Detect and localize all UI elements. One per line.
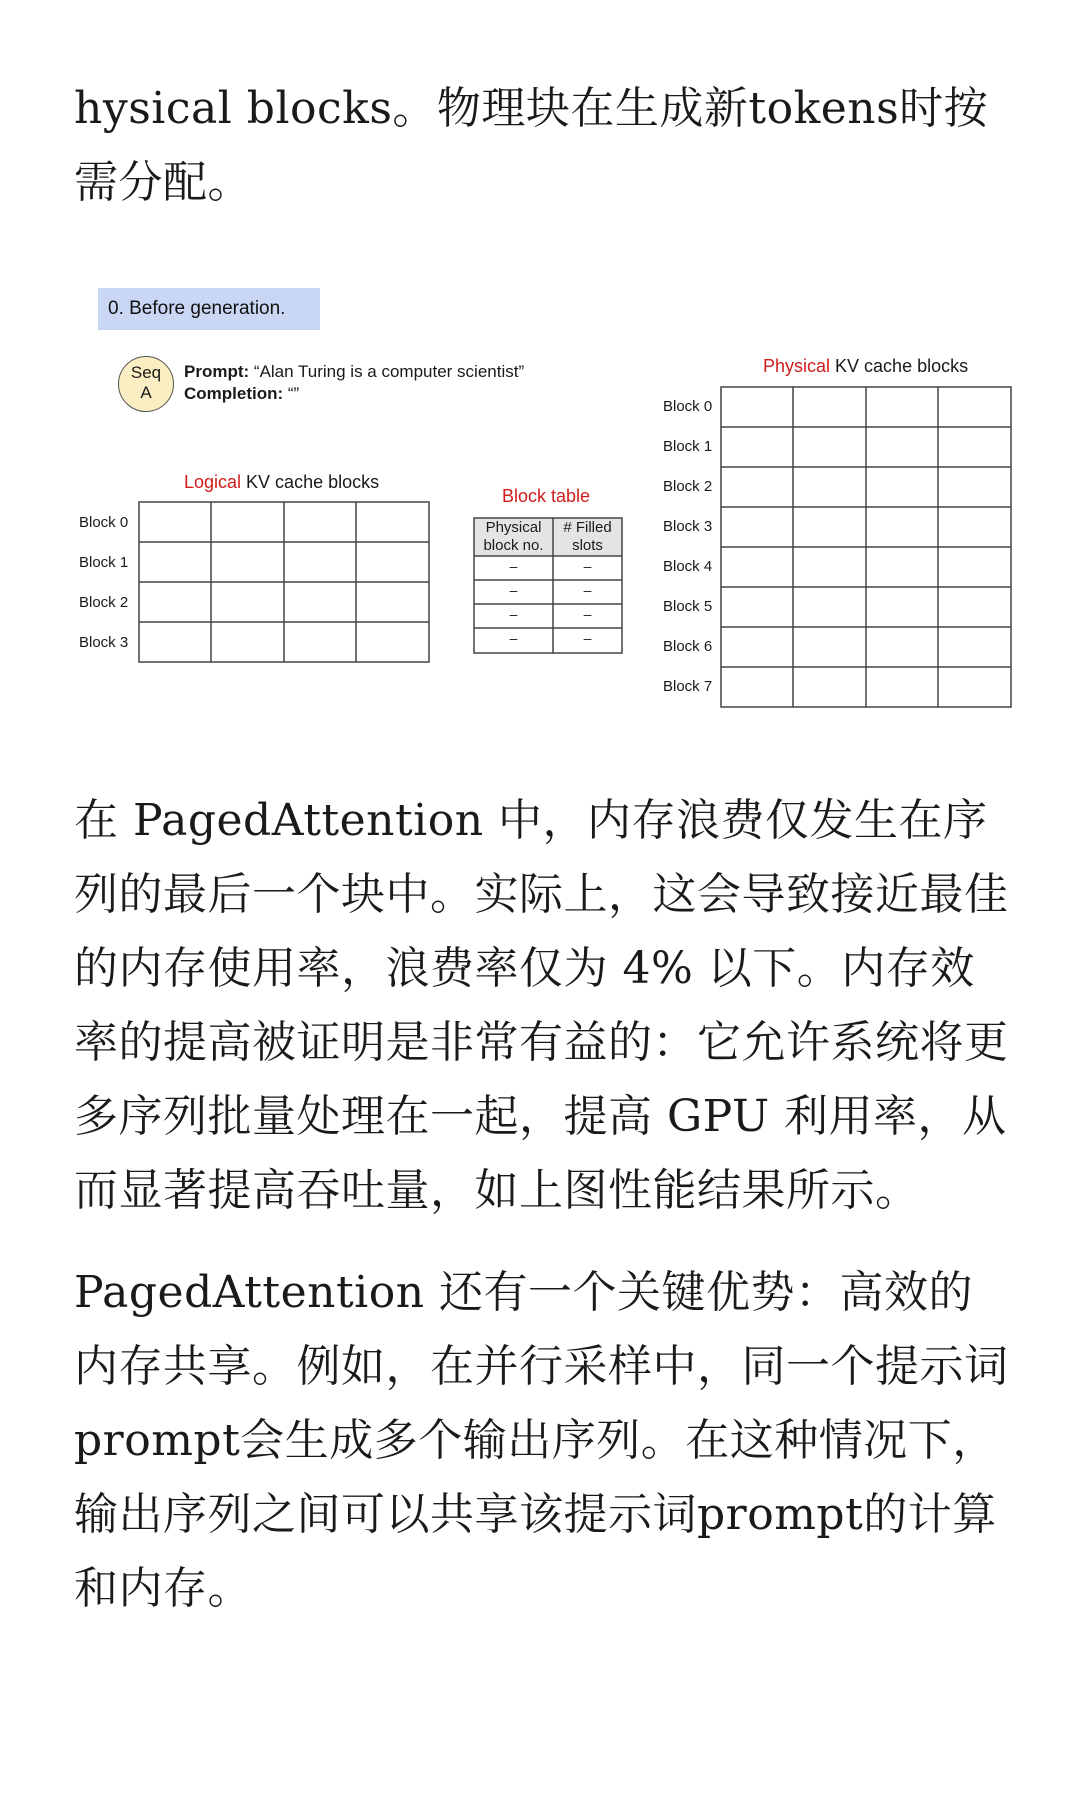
stage-banner: 0. Before generation. (98, 288, 320, 330)
logical-block-label: Block 3 (79, 634, 129, 651)
physical-title-rest: KV cache blocks (830, 356, 969, 376)
block-table-cell: – (583, 582, 592, 598)
physical-block-label: Block 2 (663, 478, 713, 495)
physical-title-red: Physical (763, 356, 831, 376)
logical-block-label: Block 1 (79, 554, 129, 571)
logical-block-label: Block 2 (79, 594, 129, 611)
completion-label: Completion: (184, 384, 284, 403)
logical-title-red: Logical (184, 472, 242, 492)
block-table-cell: – (583, 606, 592, 622)
block-table-cell: – (509, 630, 518, 646)
physical-block-label: Block 4 (663, 558, 713, 575)
block-table-cell: – (583, 630, 592, 646)
physical-grid (721, 387, 1011, 707)
logical-title-rest: KV cache blocks (241, 472, 380, 492)
physical-block-label: Block 1 (663, 438, 713, 455)
block-table-header-physical: Physical block no. (483, 519, 544, 554)
prompt-line (184, 362, 524, 382)
seq-line-2: A (140, 383, 152, 402)
physical-block-label: Block 6 (663, 638, 713, 655)
completion-text: “” (287, 384, 300, 403)
physical-title (763, 356, 968, 377)
paragraph-memory-sharing: PagedAttention 还有一个关键优势：高效的内存共享。例如，在并行采样中，同一个提示词prompt会生成多个输出序列。在这种情况下，输出序列之间可以共享该提示词prompt的计算和内存。 (74, 1267, 1009, 1614)
physical-block-label: Block 0 (663, 398, 713, 415)
block-table-cell: – (509, 606, 518, 622)
block-table-cell: – (583, 558, 592, 574)
prompt-text: “Alan Turing is a computer scientist” (253, 362, 525, 381)
logical-title (184, 472, 379, 493)
paragraph-memory-waste: 在 PagedAttention 中，内存浪费仅发生在序列的最后一个块中。实际上，这会导致接近最佳的内存使用率，浪费率仅为 4% 以下。内存效率的提高被证明是非常有益的：它允许系统将更多序列批量处理在一起，提高 GPU 利用率，从而显著提高吞吐量，如上图性能结果所示。 (74, 795, 1009, 1216)
logical-grid (139, 502, 429, 662)
seq-badge (118, 356, 174, 412)
seq-line-1: Seq (130, 363, 162, 382)
block-table-title: Block table (502, 486, 591, 506)
prompt-label: Prompt: (184, 362, 250, 381)
paged-attention-figure (0, 270, 1080, 730)
physical-block-label: Block 5 (663, 598, 713, 615)
physical-block-label: Block 7 (663, 678, 713, 695)
block-table-header-filled: # Filled slots (563, 519, 612, 554)
logical-block-label: Block 0 (79, 514, 129, 531)
block-table-cell: – (509, 582, 518, 598)
block-table-cell: – (509, 558, 518, 574)
completion-line (184, 384, 299, 404)
paragraph-intro: hysical blocks。物理块在生成新tokens时按需分配。 (74, 83, 989, 208)
physical-block-label: Block 3 (663, 518, 713, 535)
